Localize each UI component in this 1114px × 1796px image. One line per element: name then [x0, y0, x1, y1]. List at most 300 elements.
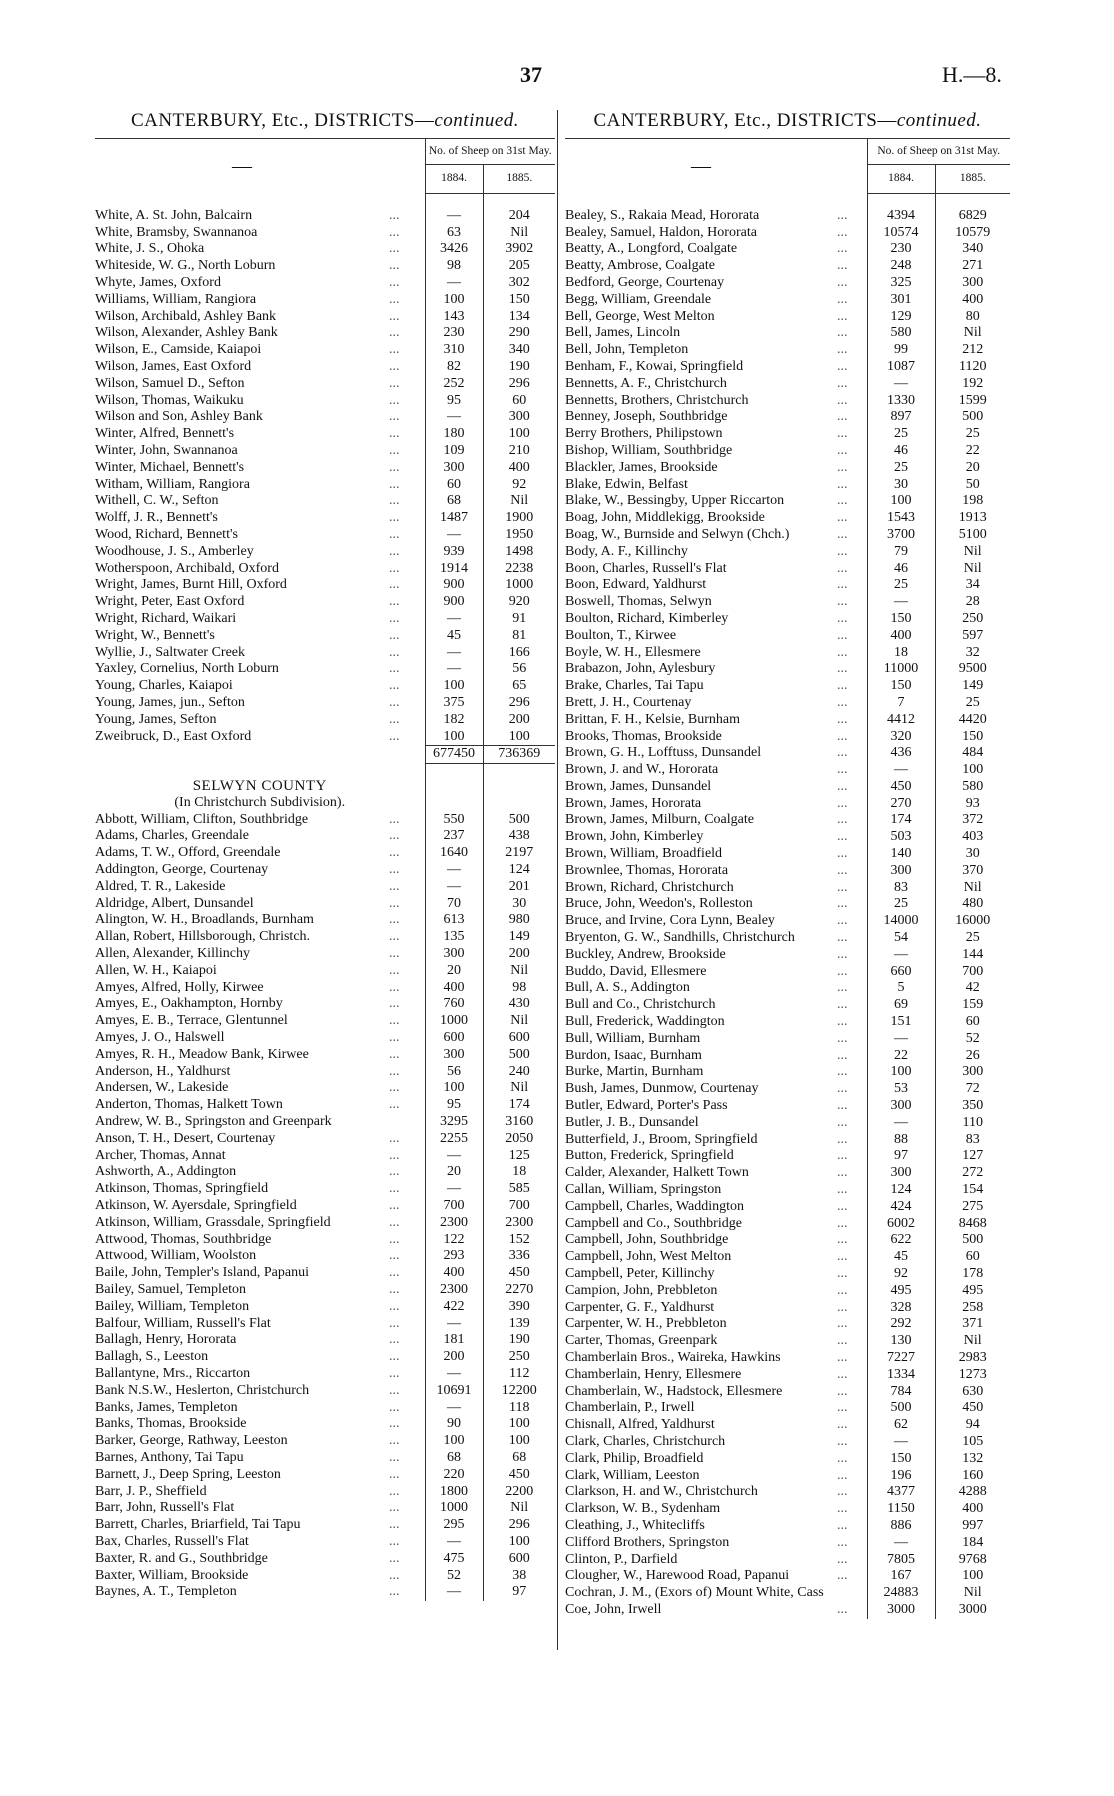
table-row	[95, 1416, 555, 1433]
sheep-1884: 174	[867, 812, 935, 829]
leader-dots: ...	[837, 1014, 848, 1030]
owner-name: Campbell, Peter, Killinchy	[565, 1266, 715, 1281]
owner-name: Ashworth, A., Addington	[95, 1164, 237, 1180]
table-row	[95, 1030, 555, 1047]
sheep-1885: 127	[935, 1148, 1010, 1165]
owner-name: Ballantyne, Mrs., Riccarton	[95, 1365, 251, 1381]
leader-dots: ...	[389, 392, 400, 408]
sheep-1884: 2300	[425, 1282, 483, 1299]
sheep-1884: 130	[867, 1333, 935, 1350]
table-row	[95, 1248, 555, 1265]
sheep-1885: 3160	[483, 1114, 555, 1131]
leader-dots: ...	[837, 1417, 848, 1433]
owner-name: Campbell, John, West Melton	[565, 1249, 732, 1265]
table-row	[95, 241, 555, 258]
owner-name: Yaxley, Cornelius, North Loburn	[95, 661, 279, 677]
sheep-1885: 124	[483, 862, 555, 879]
sheep-1885: 450	[935, 1400, 1010, 1417]
table-row	[95, 577, 555, 594]
leader-dots: ...	[389, 962, 400, 978]
table-row	[565, 493, 1010, 510]
leader-dots: ...	[389, 1265, 400, 1281]
table-row	[95, 426, 555, 443]
table-row	[565, 1451, 1010, 1468]
leader-dots: ...	[837, 1450, 848, 1466]
sheep-1885: 105	[935, 1434, 1010, 1451]
leader-dots: ...	[837, 291, 848, 307]
table-row	[95, 376, 555, 393]
report-reference: H.—8.	[942, 62, 1002, 87]
owner-name: Amyes, J. O., Halswell	[95, 1030, 225, 1046]
table-row	[565, 712, 1010, 729]
owner-name: Aldred, T. R., Lakeside	[95, 878, 226, 894]
table-row	[95, 1349, 555, 1366]
sheep-1885: 372	[935, 812, 1010, 829]
sheep-1885: 139	[483, 1316, 555, 1333]
sheep-1884: 151	[867, 1014, 935, 1031]
sheep-1884: 1000	[425, 1013, 483, 1030]
owner-name: Clarkson, H. and W., Christchurch	[565, 1484, 758, 1500]
sheep-1884: 270	[867, 796, 935, 813]
sheep-1885: 81	[483, 628, 555, 645]
leader-dots: ...	[389, 929, 400, 945]
sheep-1885: 92	[483, 477, 555, 494]
table-row	[565, 1081, 1010, 1098]
owner-name: Burke, Martin, Burnham	[565, 1064, 704, 1080]
sheep-1884: 900	[425, 594, 483, 611]
owner-name: Amyes, E., Oakhampton, Hornby	[95, 996, 283, 1012]
owner-name: Baxter, William, Brookside	[95, 1567, 249, 1583]
sheep-1884: 181	[425, 1332, 483, 1349]
sheep-1884: 760	[425, 996, 483, 1013]
leader-dots: ...	[389, 979, 400, 995]
table-row	[565, 645, 1010, 662]
leader-dots: ...	[837, 1030, 848, 1046]
sheep-1884: 3700	[867, 527, 935, 544]
table-row	[565, 275, 1010, 292]
owner-name: Campbell, Charles, Waddington	[565, 1198, 745, 1214]
sheep-1885: 52	[935, 1031, 1010, 1048]
table-row	[95, 812, 555, 829]
table-row	[565, 460, 1010, 477]
table-row	[95, 225, 555, 242]
leader-dots: ...	[389, 1315, 400, 1331]
leader-dots: ...	[389, 1063, 400, 1079]
sheep-1884: 99	[867, 342, 935, 359]
sheep-1885: 350	[935, 1098, 1010, 1115]
sheep-1885: 4288	[935, 1484, 1010, 1501]
owner-name: Abbott, William, Clifton, Southbridge	[95, 811, 309, 827]
table-row	[565, 292, 1010, 309]
sheep-1884: 100	[425, 1080, 483, 1097]
left-name-header: —	[95, 139, 389, 194]
leader-dots: ...	[389, 1550, 400, 1566]
table-row	[95, 628, 555, 645]
sheep-1885: 296	[483, 376, 555, 393]
sheep-1884: 10574	[867, 225, 935, 242]
leader-dots: ...	[389, 627, 400, 643]
leader-dots: ...	[837, 1114, 848, 1130]
leader-dots: ...	[389, 1567, 400, 1583]
sheep-1885: 300	[935, 1064, 1010, 1081]
table-row	[565, 342, 1010, 359]
table-row	[95, 275, 555, 292]
table-row	[565, 628, 1010, 645]
leader-dots: ...	[389, 426, 400, 442]
sheep-1884: 25	[867, 426, 935, 443]
owner-name: Wyllie, J., Saltwater Creek	[95, 644, 246, 660]
sheep-1884: —	[867, 947, 935, 964]
sheep-1884: 62	[867, 1417, 935, 1434]
leader-dots: ...	[389, 1030, 400, 1046]
sheep-1884: 83	[867, 880, 935, 897]
table-row	[95, 1164, 555, 1181]
sheep-1885: 585	[483, 1181, 555, 1198]
section-subtitle: (In Christchurch Subdivision).	[174, 794, 346, 810]
sheep-1884: 79	[867, 544, 935, 561]
sheep-1884: 97	[867, 1148, 935, 1165]
owner-name: Boyle, W. H., Ellesmere	[565, 644, 701, 660]
owner-name: Baile, John, Templer's Island, Papanui	[95, 1265, 309, 1281]
sheep-1884: 613	[425, 912, 483, 929]
leader-dots: ...	[389, 1584, 400, 1600]
sheep-1885: 25	[935, 426, 1010, 443]
sheep-1885: 271	[935, 258, 1010, 275]
sheep-1884: —	[425, 1534, 483, 1551]
table-row	[95, 1013, 555, 1030]
sheep-1885: 1913	[935, 510, 1010, 527]
leader-dots: ...	[389, 1399, 400, 1415]
sheep-1884: 2300	[425, 1215, 483, 1232]
leader-dots: ...	[389, 1164, 400, 1180]
sheep-1884: 1914	[425, 561, 483, 578]
sheep-1885: 159	[935, 997, 1010, 1014]
table-row	[565, 1316, 1010, 1333]
owner-name: Bull, William, Burnham	[565, 1030, 701, 1046]
table-row	[95, 963, 555, 980]
sheep-1884: 900	[425, 577, 483, 594]
sheep-1884: 6002	[867, 1216, 935, 1233]
sheep-1884: 92	[867, 1266, 935, 1283]
right-heading-text: CANTERBURY, Etc., DISTRICTS—	[593, 110, 897, 131]
table-row	[565, 376, 1010, 393]
sheep-1885: 400	[935, 292, 1010, 309]
leader-dots: ...	[837, 728, 848, 744]
sheep-1884: —	[425, 1584, 483, 1601]
owner-name: Brake, Charles, Tai Tapu	[565, 678, 704, 694]
leader-dots: ...	[837, 1316, 848, 1332]
left-heading-continued: continued.	[434, 110, 520, 131]
leader-dots: ...	[837, 1182, 848, 1198]
sheep-1884: 98	[425, 258, 483, 275]
owner-name: Wilson, Alexander, Ashley Bank	[95, 325, 278, 341]
sheep-1885: 403	[935, 829, 1010, 846]
table-row	[95, 325, 555, 342]
owner-name: Witham, William, Rangiora	[95, 476, 250, 492]
sheep-1885: 2200	[483, 1484, 555, 1501]
leader-dots: ...	[837, 543, 848, 559]
sheep-1884: —	[425, 879, 483, 896]
table-row	[565, 1535, 1010, 1552]
sheep-1884: —	[425, 661, 483, 678]
table-row	[95, 1500, 555, 1517]
table-row	[565, 1232, 1010, 1249]
right-name-header: —	[565, 139, 837, 194]
owner-name: Wright, James, Burnt Hill, Oxford	[95, 577, 287, 593]
leader-dots: ...	[837, 1198, 848, 1214]
leader-dots: ...	[389, 1214, 400, 1230]
sheep-1884: 54	[867, 930, 935, 947]
table-row	[95, 1198, 555, 1215]
total-1884: 677450	[425, 746, 483, 764]
sheep-1885: 60	[935, 1014, 1010, 1031]
leader-dots: ...	[389, 845, 400, 861]
owner-name: Amyes, R. H., Meadow Bank, Kirwee	[95, 1046, 309, 1062]
leader-dots: ...	[837, 963, 848, 979]
leader-dots: ...	[389, 1046, 400, 1062]
owner-name: Boulton, T., Kirwee	[565, 627, 677, 643]
sheep-1884: 400	[425, 1265, 483, 1282]
table-row	[565, 1098, 1010, 1115]
owner-name: Brett, J. H., Courtenay	[565, 694, 692, 710]
leader-dots: ...	[837, 1568, 848, 1584]
table-row	[565, 812, 1010, 829]
sheep-1884: 143	[425, 309, 483, 326]
owner-name: Anderson, H., Yaldhurst	[95, 1063, 231, 1079]
table-row	[95, 1232, 555, 1249]
leader-dots: ...	[389, 1416, 400, 1432]
sheep-1884: 25	[867, 577, 935, 594]
sheep-1885: 300	[483, 409, 555, 426]
sheep-1885: 100	[935, 1568, 1010, 1585]
leader-dots: ...	[389, 375, 400, 391]
owner-name: Callan, William, Springston	[565, 1182, 722, 1198]
sheep-1885: Nil	[483, 963, 555, 980]
sheep-1884: —	[425, 527, 483, 544]
sheep-1885: 495	[935, 1283, 1010, 1300]
table-row	[565, 1468, 1010, 1485]
table-row	[95, 946, 555, 963]
leader-dots: ...	[837, 342, 848, 358]
table-row	[95, 712, 555, 729]
table-row	[95, 1584, 555, 1601]
owner-name: Brown, James, Hororata	[565, 795, 702, 811]
owner-name: Campion, John, Prebbleton	[565, 1282, 718, 1298]
sheep-1884: 68	[425, 1450, 483, 1467]
sheep-1884: —	[425, 208, 483, 225]
sheep-1884: 660	[867, 964, 935, 981]
owner-name: Anderton, Thomas, Halkett Town	[95, 1097, 283, 1113]
owner-name: Brownlee, Thomas, Hororata	[565, 862, 729, 878]
owner-name: Barr, John, Russell's Flat	[95, 1500, 235, 1516]
owner-name: Brabazon, John, Aylesbury	[565, 661, 716, 677]
sheep-1884: 292	[867, 1316, 935, 1333]
sheep-1884: 11000	[867, 661, 935, 678]
leader-dots: ...	[389, 274, 400, 290]
sheep-1884: 30	[867, 477, 935, 494]
sheep-1885: 134	[483, 309, 555, 326]
table-row	[95, 510, 555, 527]
table-row	[95, 258, 555, 275]
sheep-1884: 46	[867, 561, 935, 578]
owner-name: Wright, Peter, East Oxford	[95, 594, 245, 610]
leader-dots: ...	[837, 980, 848, 996]
table-row	[565, 880, 1010, 897]
sheep-1885: 91	[483, 611, 555, 628]
owner-name: Banks, Thomas, Brookside	[95, 1416, 247, 1432]
leader-dots: ...	[837, 241, 848, 257]
leader-dots: ...	[837, 795, 848, 811]
sheep-1884: 550	[425, 812, 483, 829]
sheep-1885: 300	[935, 275, 1010, 292]
owner-name: Brown, James, Milburn, Coalgate	[565, 812, 754, 828]
sheep-1884: 328	[867, 1300, 935, 1317]
sheep-1884: 14000	[867, 913, 935, 930]
sheep-1885: 72	[935, 1081, 1010, 1098]
sheep-1885: 371	[935, 1316, 1010, 1333]
table-row	[565, 1266, 1010, 1283]
leader-dots: ...	[837, 678, 848, 694]
sheep-1884: 784	[867, 1384, 935, 1401]
owner-name: Brown, Richard, Christchurch	[565, 879, 734, 895]
sheep-1884: 4412	[867, 712, 935, 729]
sheep-1884: 88	[867, 1132, 935, 1149]
sheep-1885: 152	[483, 1232, 555, 1249]
sheep-1885: 118	[483, 1400, 555, 1417]
owner-name: Bruce, and Irvine, Cora Lynn, Bealey	[565, 913, 775, 929]
leader-dots: ...	[837, 375, 848, 391]
leader-dots: ...	[837, 1349, 848, 1365]
sheep-1885: 205	[483, 258, 555, 275]
sheep-1884: 135	[425, 929, 483, 946]
leader-dots: ...	[389, 644, 400, 660]
leader-dots: ...	[389, 862, 400, 878]
table-row	[95, 996, 555, 1013]
table-row	[95, 879, 555, 896]
leader-dots: ...	[837, 476, 848, 492]
sheep-1885: 630	[935, 1384, 1010, 1401]
leader-dots: ...	[837, 325, 848, 341]
owner-name: Woodhouse, J. S., Amberley	[95, 543, 254, 559]
owner-name: Boon, Edward, Yaldhurst	[565, 577, 707, 593]
owner-name: Buddo, David, Ellesmere	[565, 963, 707, 979]
owner-name: Brown, John, Kimberley	[565, 829, 704, 845]
sheep-1884: 422	[425, 1299, 483, 1316]
owner-name: Adams, Charles, Greendale	[95, 828, 249, 844]
leader-dots: ...	[837, 1484, 848, 1500]
owner-name: Clark, Philip, Broadfield	[565, 1450, 704, 1466]
total-1885: 736369	[483, 746, 555, 764]
sheep-1885: 290	[483, 325, 555, 342]
table-row	[565, 1484, 1010, 1501]
table-row	[565, 208, 1010, 225]
owner-name: Baynes, A. T., Templeton	[95, 1584, 237, 1600]
section-subtitle-row	[95, 795, 555, 812]
sheep-1884: 25	[867, 460, 935, 477]
owner-name: Attwood, William, Woolston	[95, 1248, 257, 1264]
sheep-1884: 700	[425, 1198, 483, 1215]
leader-dots: ...	[389, 1483, 400, 1499]
sheep-1885: Nil	[935, 325, 1010, 342]
table-row	[95, 544, 555, 561]
table-row	[565, 729, 1010, 746]
leader-dots: ...	[837, 1282, 848, 1298]
leader-dots: ...	[389, 828, 400, 844]
sheep-1884: 46	[867, 443, 935, 460]
sheep-1884: 20	[425, 963, 483, 980]
owner-name: Chamberlain Bros., Waireka, Hawkins	[565, 1349, 781, 1365]
leader-dots: ...	[837, 1383, 848, 1399]
sheep-1884: 53	[867, 1081, 935, 1098]
leader-dots: ...	[389, 442, 400, 458]
sheep-1885: 200	[483, 946, 555, 963]
sheep-1884: 150	[867, 678, 935, 695]
sheep-1884: 1640	[425, 845, 483, 862]
sheep-1885: 110	[935, 1115, 1010, 1132]
leader-dots: ...	[389, 1130, 400, 1146]
owner-name: Bryenton, G. W., Sandhills, Christchurch	[565, 930, 795, 946]
leader-dots: ...	[837, 946, 848, 962]
sheep-1885: 174	[483, 1097, 555, 1114]
owner-name: Alington, W. H., Broadlands, Burnham	[95, 912, 314, 928]
owner-name: Bell, John, Templeton	[565, 342, 689, 358]
leader-dots: ...	[837, 1534, 848, 1550]
leader-dots: ...	[837, 1081, 848, 1097]
sheep-1884: —	[425, 611, 483, 628]
sheep-1885: Nil	[935, 1333, 1010, 1350]
sheep-1885: 149	[483, 929, 555, 946]
sheep-1884: 100	[425, 1433, 483, 1450]
owner-name: Bruce, John, Weedon's, Rolleston	[565, 896, 753, 912]
sheep-1884: 939	[425, 544, 483, 561]
table-row	[95, 1097, 555, 1114]
sheep-1884: —	[867, 1031, 935, 1048]
owner-name: Addington, George, Courtenay	[95, 862, 269, 878]
sheep-1885: 240	[483, 1064, 555, 1081]
sheep-1885: 2238	[483, 561, 555, 578]
owner-name: Winter, Alfred, Bennett's	[95, 426, 235, 442]
table-row	[565, 947, 1010, 964]
sheep-1884: 68	[425, 493, 483, 510]
sheep-1885: 184	[935, 1535, 1010, 1552]
table-row	[565, 829, 1010, 846]
leader-dots: ...	[389, 1298, 400, 1314]
sheep-1884: 252	[425, 376, 483, 393]
sheep-1884: —	[867, 594, 935, 611]
total-row	[95, 746, 555, 764]
sheep-1885: 370	[935, 863, 1010, 880]
table-row	[565, 1400, 1010, 1417]
right-year-1884: 1884.	[867, 164, 935, 193]
leader-dots: ...	[389, 1533, 400, 1549]
table-row	[95, 1299, 555, 1316]
leader-dots: ...	[837, 627, 848, 643]
owner-name: Aldridge, Albert, Dunsandel	[95, 895, 254, 911]
table-row	[95, 527, 555, 544]
sheep-1884: 196	[867, 1468, 935, 1485]
sheep-1885: 32	[935, 645, 1010, 662]
owner-name: Clark, Charles, Christchurch	[565, 1433, 726, 1449]
sheep-1884: 95	[425, 393, 483, 410]
sheep-1885: 93	[935, 796, 1010, 813]
table-row	[565, 1552, 1010, 1569]
sheep-1884: 1334	[867, 1367, 935, 1384]
owner-name: Amyes, Alfred, Holly, Kirwee	[95, 979, 264, 995]
table-row	[565, 1602, 1010, 1619]
table-row	[95, 729, 555, 746]
owner-name: Body, A. F., Killinchy	[565, 543, 688, 559]
table-row	[565, 1014, 1010, 1031]
